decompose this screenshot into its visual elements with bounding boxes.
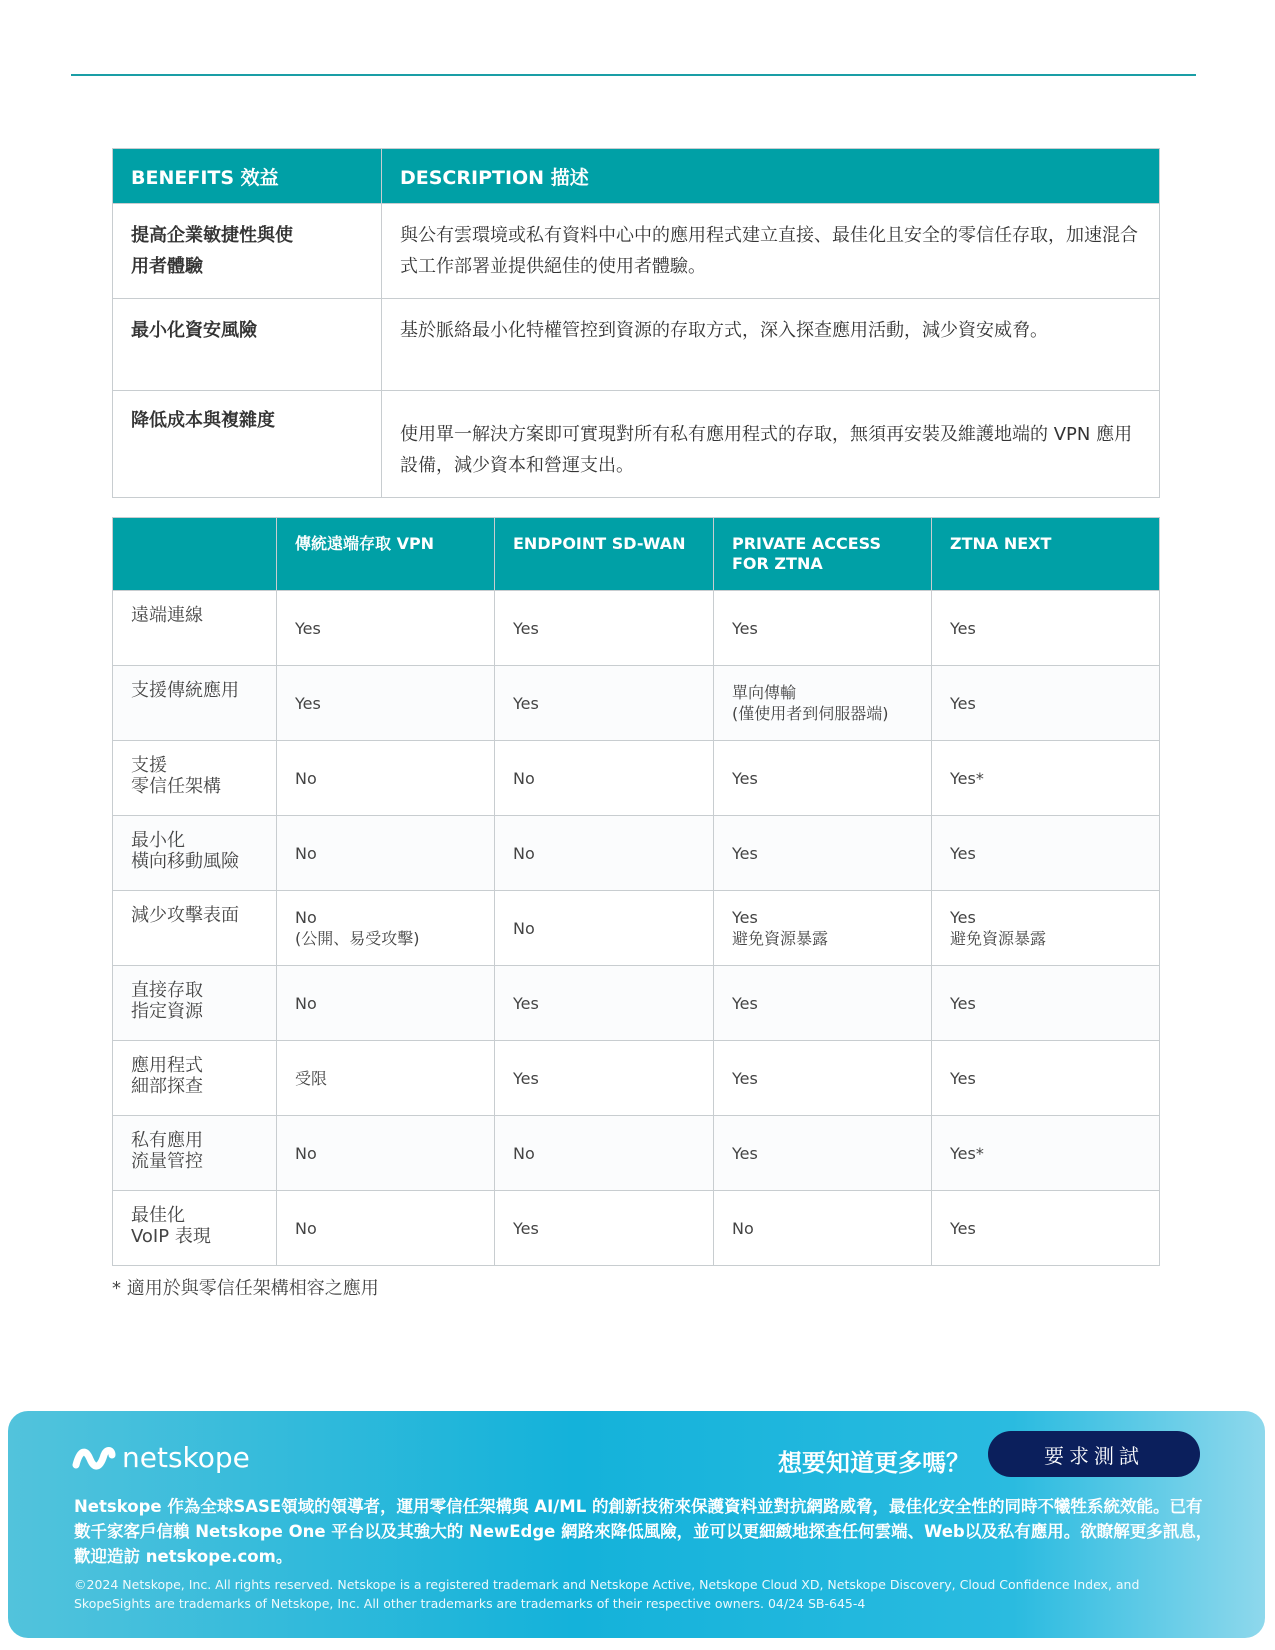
table-cell: Yes bbox=[495, 1041, 714, 1116]
table-row bbox=[113, 1191, 1160, 1266]
table-row bbox=[113, 741, 1160, 816]
column-header bbox=[113, 518, 277, 591]
table-cell: Yes bbox=[932, 816, 1160, 891]
table-cell: No bbox=[277, 741, 495, 816]
table-cell: Yes bbox=[932, 591, 1160, 666]
table-cell: No bbox=[495, 741, 714, 816]
table-row bbox=[113, 1041, 1160, 1116]
table-cell: Yes bbox=[714, 966, 932, 1041]
table-cell: No bbox=[495, 891, 714, 966]
table-row bbox=[113, 299, 1160, 391]
row-label: 支援傳統應用 bbox=[113, 666, 277, 741]
row-label: 私有應用 流量管控 bbox=[113, 1116, 277, 1191]
table-cell: No bbox=[495, 816, 714, 891]
copyright-text: ©2024 Netskope, Inc. All rights reserved. Netskope is a registered trademark and Netskope Active, Netskope Cloud XD, Netskope Discovery, Cloud Confidence Index, and SkopeSights are trademarks of Netskope, Inc. All other trademarks are trademarks of their respective owners. 04/24 SB-645-4 bbox=[74, 1577, 1140, 1611]
description-cell: 使用單一解決方案即可實現對所有私有應用程式的存取，無須再安裝及維護地端的 VPN 應用設備，減少資本和營運支出。 bbox=[382, 391, 1160, 498]
table-cell: Yes bbox=[714, 591, 932, 666]
table-cell: 受限 bbox=[277, 1041, 495, 1116]
table-row bbox=[113, 666, 1160, 741]
table-cell: No bbox=[714, 1191, 932, 1266]
table-row bbox=[113, 891, 1160, 966]
table-cell: Yes bbox=[495, 966, 714, 1041]
table-row bbox=[113, 391, 1160, 498]
comparison-table bbox=[112, 517, 1160, 1266]
table-cell: Yes bbox=[714, 741, 932, 816]
table-cell: No bbox=[495, 1116, 714, 1191]
table-cell: Yes 避免資源暴露 bbox=[932, 891, 1160, 966]
benefit-cell: 降低成本與複雜度 bbox=[113, 391, 382, 498]
netskope-logo-icon bbox=[72, 1445, 116, 1471]
table-cell: No bbox=[277, 966, 495, 1041]
table-cell: Yes 避免資源暴露 bbox=[714, 891, 932, 966]
column-header: PRIVATE ACCESS FOR ZTNA bbox=[714, 518, 932, 591]
table-cell: Yes* bbox=[932, 1116, 1160, 1191]
description-cell: 與公有雲環境或私有資料中心中的應用程式建立直接、最佳化且安全的零信任存取，加速混合式工作部署並提供絕佳的使用者體驗。 bbox=[382, 204, 1160, 299]
footnote: * 適用於與零信任架構相容之應用 bbox=[112, 1278, 379, 1299]
benefit-cell bbox=[113, 204, 382, 299]
benefits-table bbox=[112, 148, 1160, 498]
column-header: ENDPOINT SD-WAN bbox=[495, 518, 714, 591]
table-cell: Yes bbox=[932, 1041, 1160, 1116]
description-cell: 基於脈絡最小化特權管控到資源的存取方式，深入探查應用活動，減少資安威脅。 bbox=[382, 299, 1160, 391]
table-cell: Yes bbox=[714, 1041, 932, 1116]
table-cell: No bbox=[277, 816, 495, 891]
table-cell: Yes bbox=[932, 666, 1160, 741]
table-cell: Yes bbox=[932, 1191, 1160, 1266]
table-cell: Yes bbox=[277, 591, 495, 666]
table-cell: Yes* bbox=[932, 741, 1160, 816]
logo-text: netskope bbox=[122, 1441, 250, 1474]
request-demo-button[interactable]: 要求測試 bbox=[988, 1431, 1200, 1477]
table-row bbox=[113, 1116, 1160, 1191]
table-cell: 單向傳輸 (僅使用者到伺服器端) bbox=[714, 666, 932, 741]
row-label: 支援 零信任架構 bbox=[113, 741, 277, 816]
row-label: 最佳化 VoIP 表現 bbox=[113, 1191, 277, 1266]
footer-banner bbox=[8, 1411, 1265, 1638]
table-cell: Yes bbox=[714, 1116, 932, 1191]
benefit-text: 提高企業敏捷性與使用者體驗 bbox=[131, 225, 293, 277]
header-benefits: BENEFITS 效益 bbox=[113, 149, 382, 204]
row-label: 減少攻擊表面 bbox=[113, 891, 277, 966]
header-description: DESCRIPTION 描述 bbox=[382, 149, 1160, 204]
row-label: 應用程式 細部探查 bbox=[113, 1041, 277, 1116]
table-cell: No bbox=[277, 1191, 495, 1266]
row-label: 最小化 橫向移動風險 bbox=[113, 816, 277, 891]
column-header: 傳統遠端存取 VPN bbox=[277, 518, 495, 591]
table-row bbox=[113, 591, 1160, 666]
table-row bbox=[113, 816, 1160, 891]
table-cell: Yes bbox=[495, 666, 714, 741]
table-cell: Yes bbox=[932, 966, 1160, 1041]
table-cell: Yes bbox=[495, 1191, 714, 1266]
row-label: 遠端連線 bbox=[113, 591, 277, 666]
table-row bbox=[113, 204, 1160, 299]
table-row bbox=[113, 966, 1160, 1041]
company-description: Netskope 作為全球SASE領域的領導者，運用零信任架構與 AI/ML 的創新技術來保護資料並對抗網路威脅，最佳化安全性的同時不犧牲系統效能。已有數千家客戶信賴 Netskope One 平台以及其強大的 NewEdge 網路來降低風險，並可以更細緻地探查任何雲端、Web以及私有應用。欲瞭解更多訊息，歡迎造訪 netskope.com。 bbox=[74, 1497, 1213, 1566]
table-cell: No bbox=[277, 1116, 495, 1191]
netskope-logo[interactable] bbox=[72, 1441, 250, 1474]
top-divider bbox=[71, 74, 1196, 76]
table-cell: Yes bbox=[277, 666, 495, 741]
table-cell: Yes bbox=[714, 816, 932, 891]
table-cell: No (公開、易受攻擊) bbox=[277, 891, 495, 966]
column-header: ZTNA NEXT bbox=[932, 518, 1160, 591]
benefit-cell: 最小化資安風險 bbox=[113, 299, 382, 391]
table-cell: Yes bbox=[495, 591, 714, 666]
cta-heading: 想要知道更多嗎？ bbox=[778, 1449, 970, 1477]
row-label: 直接存取 指定資源 bbox=[113, 966, 277, 1041]
